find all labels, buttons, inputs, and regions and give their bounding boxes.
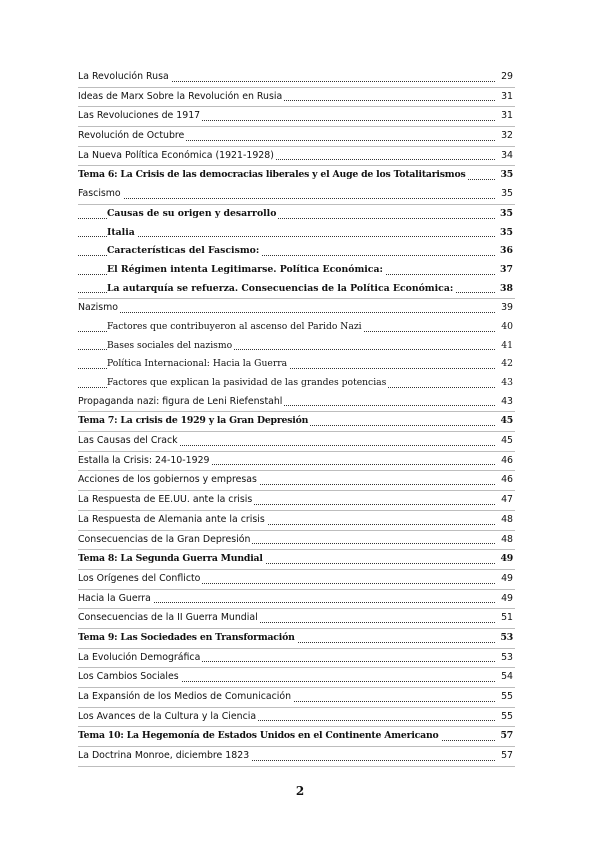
toc-entry[interactable] — [78, 147, 515, 167]
toc-entry-title: Consecuencias de la Gran Depresión — [78, 533, 251, 545]
toc-entry[interactable] — [78, 127, 515, 147]
dot-leader — [78, 312, 495, 313]
toc-entry-page: 45 — [499, 432, 513, 451]
toc-entry-page: 55 — [499, 688, 513, 707]
toc-entry-title: El Régimen intenta Legitimarse. Política Económica: — [107, 263, 383, 275]
toc-entry-title: La Respuesta de Alemania ante la crisis — [78, 513, 265, 525]
dot-leader — [78, 236, 495, 237]
toc-chapter-entry[interactable] — [78, 166, 515, 185]
toc-entry-title: Factores que explican la pasividad de las grandes potencias — [107, 377, 387, 388]
toc-entry-title: Las Revoluciones de 1917 — [78, 110, 201, 122]
page-number: 2 — [295, 784, 305, 798]
toc-entry-title: Propaganda nazi: figura de Leni Riefenstahl — [78, 395, 283, 407]
toc-entry-title: Los Cambios Sociales — [78, 671, 179, 683]
toc-entry-title: Tema 6: La Crisis de las democracias liberales y el Auge de los Totalitarismos — [78, 169, 466, 181]
toc-chapter-entry[interactable] — [78, 550, 515, 570]
toc-entry-title: Nazismo — [78, 302, 119, 314]
toc-entry-title: Acciones de los gobiernos y empresas — [78, 474, 257, 486]
toc-subentry[interactable] — [78, 337, 515, 356]
dot-leader — [78, 198, 495, 199]
toc-entry-page: 32 — [499, 127, 513, 146]
toc-entry[interactable] — [78, 491, 515, 511]
toc-entry-page: 57 — [499, 747, 513, 766]
toc-entry[interactable] — [78, 531, 515, 551]
toc-entry-title: Factores que contribuyeron al ascenso del Parido Nazi — [107, 320, 362, 332]
toc-entry[interactable] — [78, 688, 515, 708]
toc-entry-page: 31 — [499, 88, 513, 107]
toc-entry[interactable] — [78, 452, 515, 472]
toc-entry-page: 35 — [499, 185, 513, 204]
toc-entry-title: La autarquía se refuerza. Consecuencias de la Política Económica: — [107, 282, 454, 294]
toc-entry-title: Estalla la Crisis: 24-10-1929 — [78, 454, 210, 466]
toc-entry-page: 34 — [499, 147, 513, 166]
toc-subentry[interactable] — [78, 374, 515, 393]
toc-entry-title: La Revolución Rusa — [78, 71, 169, 82]
toc-entry[interactable] — [78, 668, 515, 688]
toc-entry-title: Bases sociales del nazismo — [107, 339, 233, 351]
toc-entry[interactable] — [78, 649, 515, 669]
toc-entry[interactable] — [78, 471, 515, 491]
toc-entry-title: Tema 10: La Hegemonía de Estados Unidos en el Continente Americano — [78, 730, 439, 742]
toc-entry[interactable] — [78, 107, 515, 127]
toc-entry-page: 37 — [498, 261, 513, 280]
toc-entry-page: 54 — [499, 668, 513, 687]
toc-entry-title: Ideas de Marx Sobre la Revolución en Rusia — [78, 90, 283, 102]
toc-entry-title: La Doctrina Monroe, diciembre 1823 — [78, 750, 250, 762]
toc-entry-title: Hacia la Guerra — [78, 592, 151, 604]
toc-entry-title: Tema 9: Las Sociedades en Transformación — [78, 631, 295, 643]
toc-entry[interactable] — [78, 609, 515, 629]
toc-entry[interactable] — [78, 299, 515, 318]
toc-entry-page: 48 — [499, 531, 513, 550]
toc-entry[interactable] — [78, 511, 515, 531]
table-of-contents — [78, 68, 515, 767]
toc-subentry[interactable] — [78, 355, 515, 374]
toc-entry-page: 43 — [499, 393, 513, 412]
toc-entry-title: Consecuencias de la II Guerra Mundial — [78, 612, 258, 624]
toc-entry[interactable] — [78, 747, 515, 767]
toc-entry-title: Política Internacional: Hacia la Guerra — [107, 358, 288, 370]
toc-entry-page: 29 — [499, 68, 513, 87]
toc-entry-page: 46 — [499, 452, 513, 471]
toc-entry-page: 46 — [499, 471, 513, 490]
toc-entry-title: Italia — [107, 226, 135, 238]
toc-entry-title: Los Orígenes del Conflicto — [78, 572, 201, 584]
toc-entry-title: Revolución de Octubre — [78, 130, 185, 142]
toc-entry-page: 49 — [499, 590, 513, 609]
toc-entry-page: 49 — [499, 570, 513, 589]
toc-entry-title: Las Causas del Crack — [78, 435, 178, 447]
toc-entry-page: 55 — [499, 708, 513, 727]
toc-entry-page: 42 — [499, 355, 513, 374]
toc-entry-page: 41 — [499, 337, 513, 356]
toc-entry-page: 35 — [498, 224, 513, 243]
toc-entry-page: 49 — [498, 550, 513, 569]
toc-entry-page: 57 — [498, 727, 513, 746]
toc-entry-page: 53 — [499, 649, 513, 668]
toc-entry-page: 39 — [499, 299, 513, 318]
toc-entry-page: 47 — [499, 491, 513, 510]
toc-entry[interactable] — [78, 708, 515, 728]
toc-subentry[interactable] — [78, 261, 515, 280]
toc-entry[interactable] — [78, 393, 515, 413]
toc-entry-title: La Evolución Demográfica — [78, 651, 201, 663]
toc-subentry[interactable] — [78, 205, 515, 224]
toc-entry[interactable] — [78, 88, 515, 108]
toc-entry-page: 40 — [499, 318, 513, 337]
toc-entry[interactable] — [78, 570, 515, 590]
toc-subentry[interactable] — [78, 318, 515, 337]
toc-chapter-entry[interactable] — [78, 412, 515, 432]
toc-entry-page: 51 — [499, 609, 513, 628]
toc-entry-title: Causas de su origen y desarrollo — [107, 207, 277, 219]
toc-chapter-entry[interactable] — [78, 727, 515, 747]
toc-entry-title: Fascismo — [78, 188, 121, 200]
toc-entry[interactable] — [78, 590, 515, 610]
toc-subentry[interactable] — [78, 224, 515, 243]
toc-chapter-entry[interactable] — [78, 629, 515, 649]
toc-entry[interactable] — [78, 185, 515, 205]
toc-entry-page: 36 — [498, 242, 513, 261]
toc-entry[interactable] — [78, 68, 515, 88]
toc-entry-page: 35 — [498, 166, 513, 185]
toc-entry-page: 43 — [499, 374, 513, 393]
toc-entry-title: La Expansión de los Medios de Comunicación — [78, 691, 292, 702]
toc-entry-page: 53 — [498, 629, 513, 648]
toc-entry-page: 35 — [498, 205, 513, 224]
toc-subentry[interactable] — [78, 242, 515, 261]
toc-entry-page: 48 — [499, 511, 513, 530]
toc-entry-title: Tema 8: La Segunda Guerra Mundial — [78, 553, 263, 565]
toc-entry-title: La Respuesta de EE.UU. ante la crisis — [78, 494, 253, 506]
toc-entry-page: 45 — [498, 412, 513, 431]
toc-entry-title: La Nueva Política Económica (1921-1928) — [78, 149, 274, 161]
toc-entry[interactable] — [78, 432, 515, 452]
toc-entry-page: 38 — [498, 280, 513, 299]
toc-entry-title: Tema 7: La crisis de 1929 y la Gran Depresión — [78, 415, 309, 427]
toc-subentry[interactable] — [78, 280, 515, 300]
toc-entry-page: 31 — [499, 107, 513, 126]
toc-entry-title: Los Avances de la Cultura y la Ciencia — [78, 710, 257, 722]
toc-entry-title: Características del Fascismo: — [107, 245, 260, 257]
